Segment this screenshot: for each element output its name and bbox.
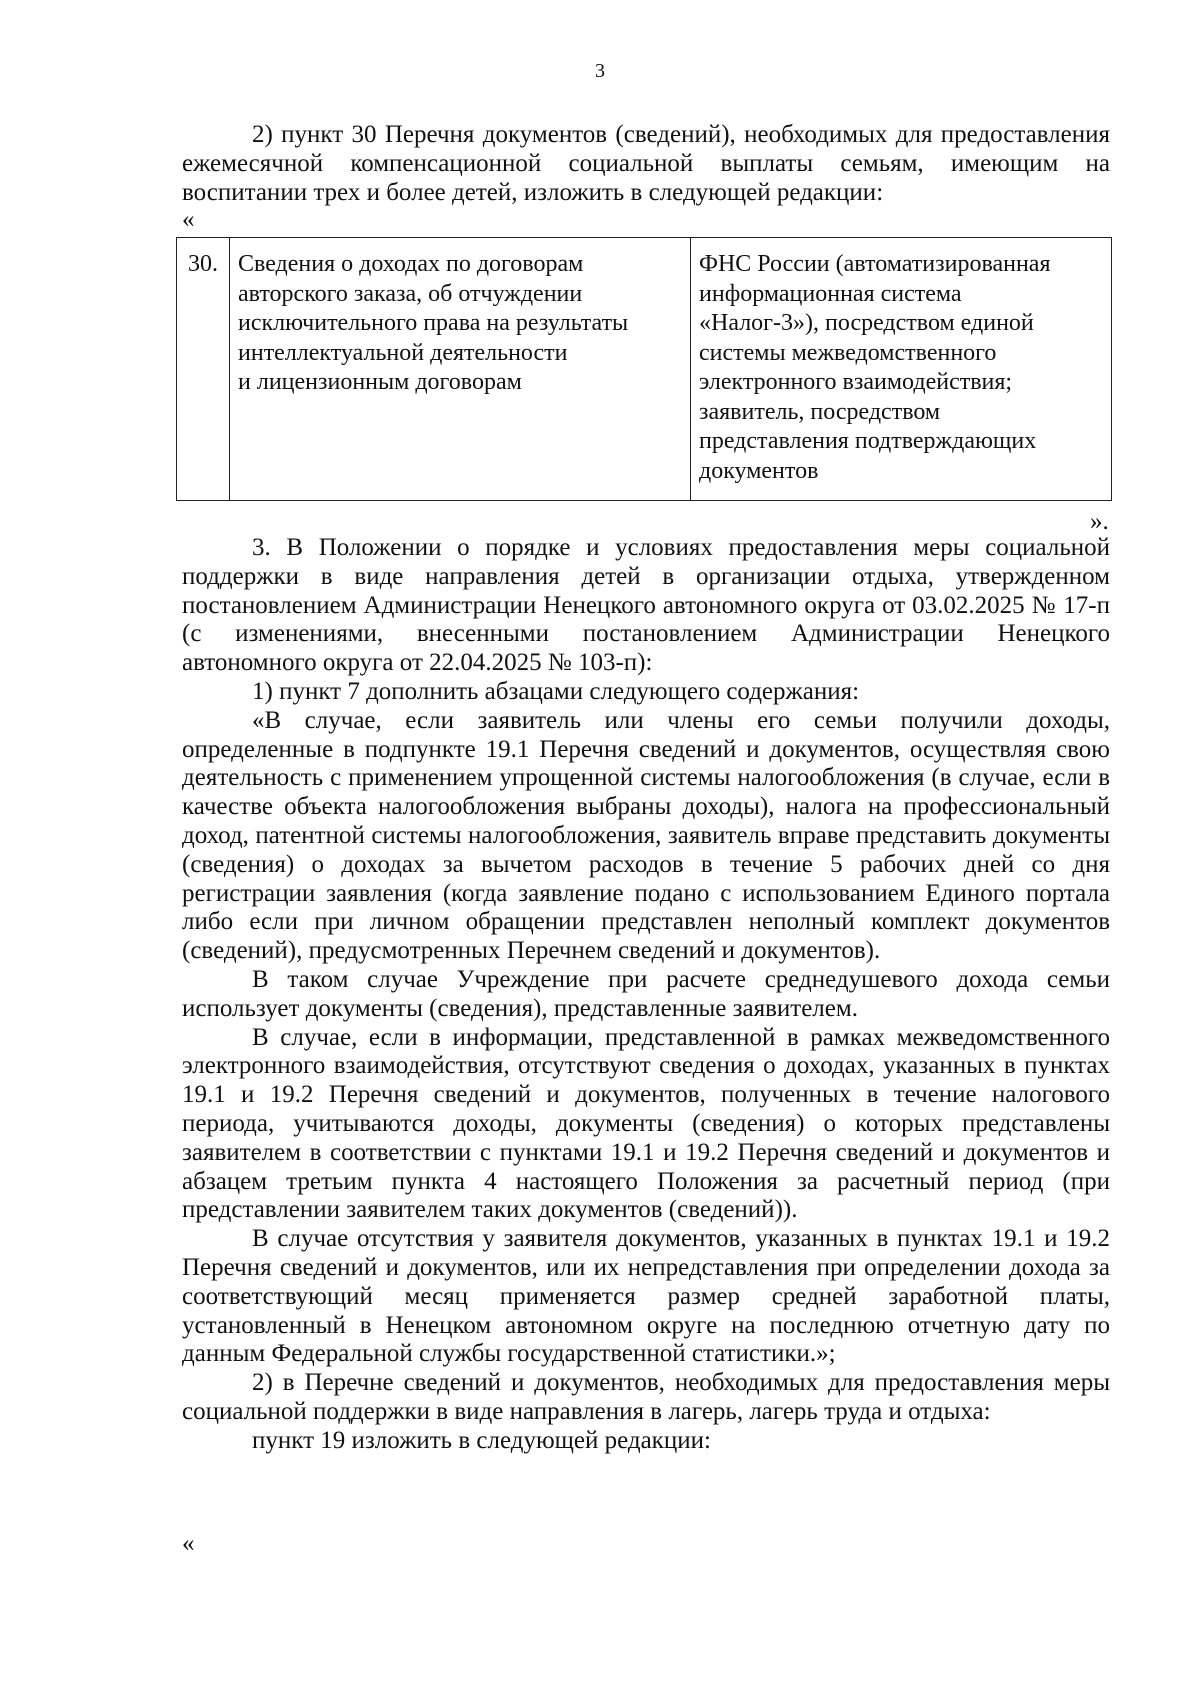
income-info-cell <box>230 238 691 501</box>
cell-text-line: Сведения о доходах по договорам <box>238 251 584 277</box>
row-number-cell: 30. <box>177 238 230 501</box>
cell-text-line: интеллектуальной деятельности <box>238 339 568 366</box>
cell-text-line: информационная система <box>699 280 962 307</box>
section-a-intro-block <box>182 121 1110 207</box>
cell-text-line: ФНС России (автоматизированная <box>699 251 1051 277</box>
page-number: 3 <box>595 60 605 82</box>
paragraph-point-19: пункт 19 изложить в следующей редакции: <box>252 1426 711 1454</box>
cell-text-line: «Налог-3»), посредством единой <box>699 310 1034 336</box>
amendment-table <box>176 237 1112 501</box>
cell-text-line: представления подтверждающих <box>699 428 1037 454</box>
paragraph-quoted-1: «В случае, если заявитель или члены его семьи получили доходы, определенные в подпункте 19.1 Перечня сведений и документов, осуществляя свою деятельность с применением упрощенной системы налогообложения (в случае, если в качестве объекта налогообложения выбраны доходы), налога на профессиональный доход, патентной системы налогообложения, заявитель вправе представить документы (сведения) о доходах за вычетом расходов в течение 5 рабочих дней со дня регистрации заявления (когда заявление подано с использованием Единого портала либо если при личном обращении представлен неполный комплект документов (сведений), предусмотренных Перечнем сведений и документов). <box>182 706 1110 965</box>
cell-text-line: и лицензионным договорам <box>238 369 522 395</box>
cell-text-line: авторского заказа, об отчуждении <box>238 280 583 307</box>
cell-text-line: системы межведомственного <box>699 339 997 366</box>
paragraph-quoted-2: В таком случае Учреждение при расчете среднедушевого дохода семьи использует документы (сведения), представленные заявителем. <box>182 965 1110 1022</box>
paragraph-item-2: 2) в Перечне сведений и документов, необходимых для предоставления меры социальной поддержки в виде направления в лагерь, лагерь труда и отдыха: <box>182 1369 1110 1425</box>
paragraph-quoted-4: В случае отсутствия у заявителя документов, указанных в пунктах 19.1 и 19.2 Перечня сведений и документов, или их непредставления при определении дохода за соответствующий месяц применяется размер средней заработной платы, установленный в Ненецком автономном округе на последнюю отчетную дату по данным Федеральной службы государственной статистики.»; <box>182 1225 1110 1368</box>
section-b-block <box>182 534 1110 1456</box>
cell-text-line: заявитель, посредством <box>699 398 941 425</box>
source-cell <box>691 238 1112 501</box>
cell-text-line: документов <box>699 457 819 484</box>
cell-text-line: исключительного права на результаты <box>238 310 629 336</box>
opening-quote-mark: « <box>182 206 195 233</box>
table-row <box>177 238 1112 501</box>
cell-text-line: электронного взаимодействия; <box>699 369 1013 395</box>
paragraph-section-3: 3. В Положении о порядке и условиях предоставления меры социальной поддержки в виде направления детей в организации отдыха, утвержденном постановлением Администрации Ненецкого автономного округа от 03.02.2025 № 17-п (с изменениями, внесенными постановлением Администрации Ненецкого автономного округа от 22.04.2025 № 103-п): <box>182 534 1110 677</box>
paragraph-quoted-3: В случае, если в информации, представленной в рамках межведомственного электронного взаимодействия, отсутствуют сведения о доходах, указанных в пунктах 19.1 и 19.2 Перечня сведений и документов, полученных в течение налогового периода, учитываются доходы, документы (сведения) о которых представлены заявителем в соответствии с пунктами 19.1 и 19.2 Перечня сведений и документов и абзацем третьим пункта 4 настоящего Положения за расчетный период (при представлении заявителем таких документов (сведений)). <box>182 1023 1110 1224</box>
paragraph-amendment-2: 2) пункт 30 Перечня документов (сведений), необходимых для предоставления ежемесячной компенсационной социальной выплаты семьям, имеющим на воспитании трех и более детей, изложить в следующей редакции: <box>182 121 1110 206</box>
paragraph-item-1: 1) пункт 7 дополнить абзацами следующего содержания: <box>252 677 860 705</box>
closing-quote-mark: ». <box>1090 508 1109 535</box>
opening-quote-mark-2: « <box>182 1530 195 1557</box>
